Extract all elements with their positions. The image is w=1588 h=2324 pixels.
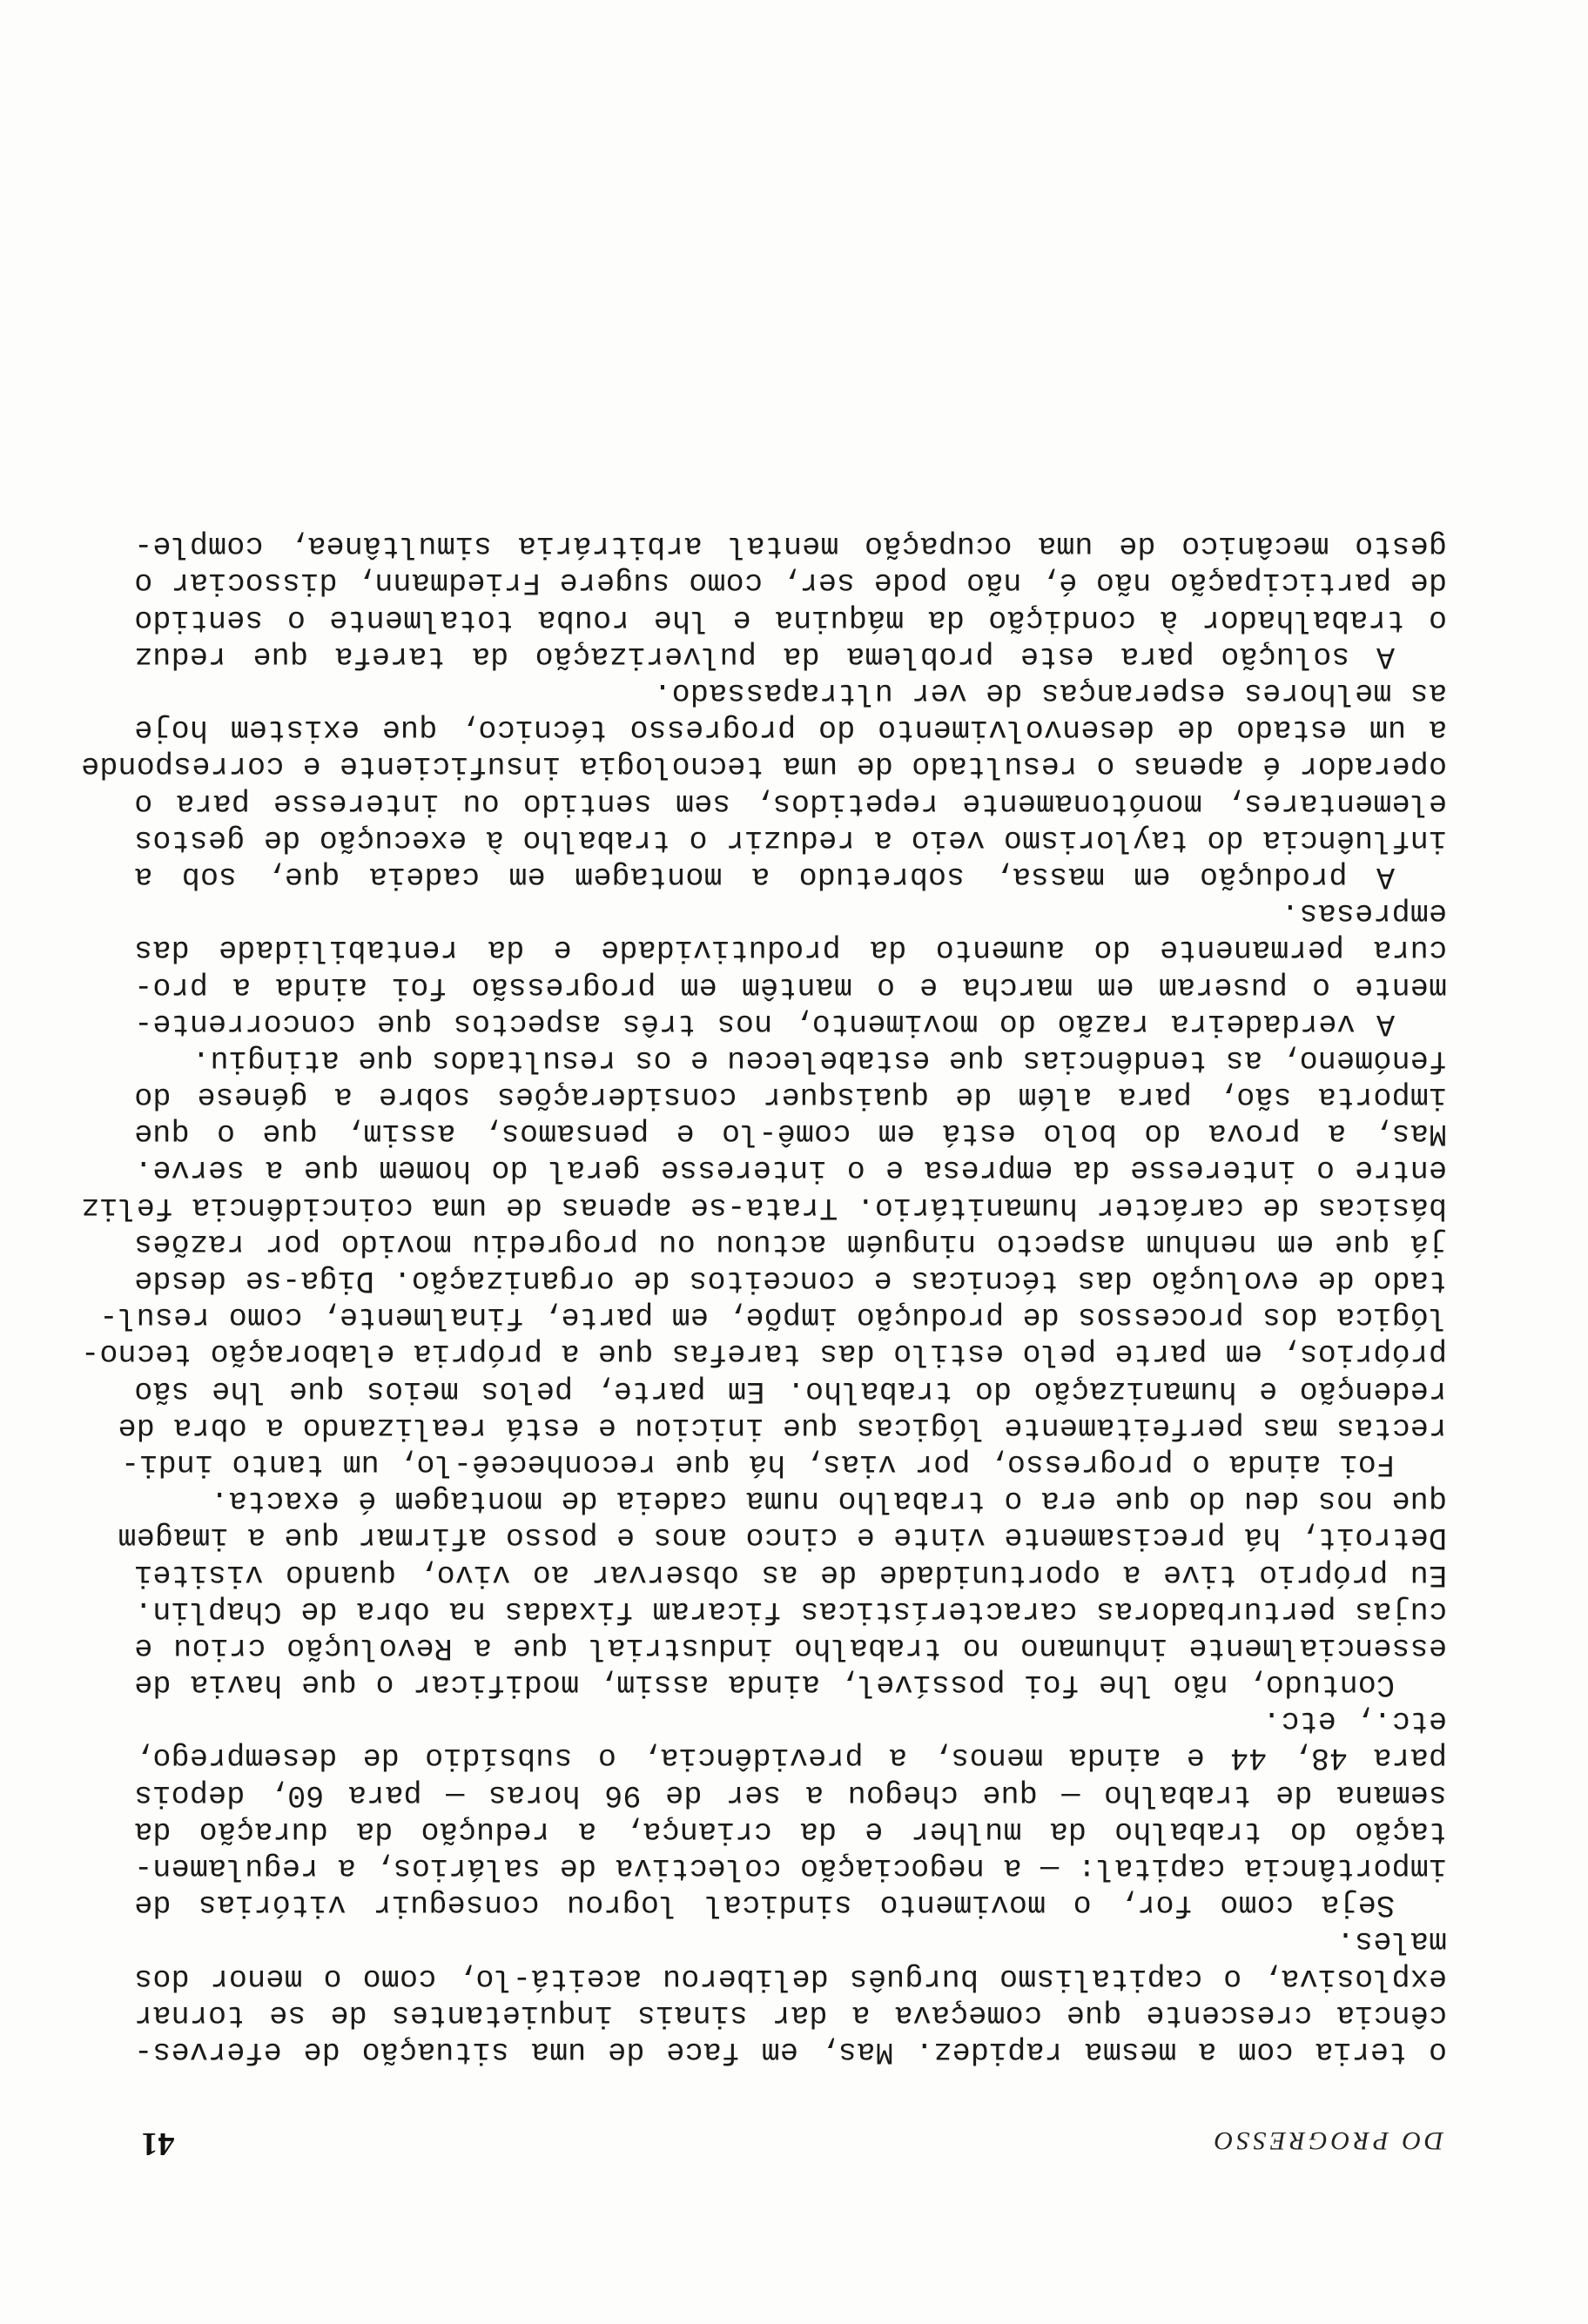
body-text [80, 527, 1447, 2070]
text-line: rectas mas perfeitamente lógicas que iniciou e está realizando a obra de [118, 1409, 1447, 1445]
text-line: cura permanente do aumento da produtividade e da rentabilidade das [134, 932, 1447, 968]
text-line: etc., etc. [1262, 1703, 1447, 1739]
page-header [134, 2113, 1447, 2162]
text-line: para 48, 44 e ainda menos, a previdência, o subsídio de desemprego, [134, 1740, 1447, 1776]
text-line: mente o puseram em marcha e o mantêm em progressão foi ainda a pro- [134, 969, 1447, 1004]
text-line: A solução para este problema da pulverização da tarefa que reduz [134, 638, 1395, 674]
text-line: elementares, monótonamente repetidos, sem sentido ou interesse para o [134, 785, 1447, 821]
text-line: cência crescente que começava a dar sinais inquietantes de se tornar [134, 1997, 1447, 2032]
text-line: influência do taylorismo veio a reduzir o trabalho à execução de gestos [134, 822, 1447, 857]
text-line: gesto mecânico de uma ocupação mental arbitrária simultânea, comple- [134, 528, 1447, 564]
text-line: cujas perturbadoras características ficaram fixadas na obra de Chaplin. [134, 1593, 1447, 1629]
text-line: Foi ainda o progresso, por vias, há que reconheceê-lo, um tanto indi- [120, 1447, 1395, 1481]
text-line: empresas. [1281, 896, 1447, 931]
page-number: 41 [141, 2126, 175, 2162]
running-title: DO PROGRESSO [1210, 2126, 1443, 2155]
text-line: essencialmente inhumano no trabalho industrial que a Revolução criou e [134, 1629, 1447, 1665]
text-line: males. [1336, 1924, 1447, 1959]
text-line: já que em nenhum aspecto ninguém actuou ou progrediu movido por razões [134, 1226, 1447, 1261]
text-line: o teria com a mesma rapidez. Mas, em face de uma situação de eferves- [134, 2034, 1447, 2069]
text-line: Mas, a prova do bolo está em comê-lo e pensamos, assim, que o que [134, 1116, 1447, 1152]
text-line: importância capital: — a negociação colectiva de salários, a regulamen- [134, 1850, 1447, 1886]
text-line: a um estado de desenvolvimento do progresso técnico, que existem hoje [134, 712, 1447, 748]
text-line: que nos deu do que era o trabalho numa cadeia de montagem é exacta. [210, 1483, 1447, 1519]
text-line: importa são, para além de quaisquer considerações sobre a génese do [134, 1079, 1447, 1115]
text-line: próprios, em parte pelo estilo das tarefas que a própria elaboração tecno- [80, 1336, 1447, 1372]
text-line: de participação não é, não pode ser, como sugere Friedmann, dissociar o [134, 565, 1447, 601]
text-line: fenómeno, as tendências que estabeleceu e os resultados que atingiu. [192, 1042, 1447, 1078]
text-line: Seja como for, o movimento sindical logrou conseguir vitórias de [134, 1887, 1395, 1923]
text-line: semana de trabalho — que chegou a ser de 96 horas — para 60, depois [134, 1777, 1447, 1812]
text-line: A produção em massa, sobretudo a montagem em cadeia que, sob a [134, 859, 1395, 894]
text-line: lógica dos processos de produção impõe, em parte, finalmente, como resul- [99, 1300, 1447, 1335]
text-line: o trabalhador à condição da máquina e lhe rouba totalmente o sentido [134, 601, 1447, 637]
text-line: operador é apenas o resultado de uma tecnologia insuficiente e corresponde [80, 749, 1447, 784]
text-line: Detroit, há precisamente vinte e cinco anos e posso afirmar que a imagem [118, 1520, 1447, 1555]
text-line: tação do trabalho da mulher e da criança, a redução da duração da [134, 1813, 1447, 1849]
page-text-block [80, 527, 1447, 2162]
text-line: explosiva, o capitalismo burguês deliberou aceitá-lo, como o menor dos [134, 1960, 1447, 1996]
text-line: entre o interesse da empresa e o interesse geral do homem que a serve. [134, 1152, 1447, 1188]
text-line: as melhores esperanças de ver ultrapassado. [653, 675, 1447, 711]
text-line: Eu próprio tive a oportunidade de as observar ao vivo, quando visitei [134, 1556, 1447, 1592]
text-line: básicas de carácter humanitário. Trata-se apenas de uma coincidência feliz [80, 1189, 1447, 1225]
text-line: A verdadeira razão do movimento, nos três aspectos que concorrente- [134, 1005, 1395, 1041]
text-line: Contudo, não lhe foi possível, ainda assim, modificar o que havia de [134, 1667, 1395, 1703]
text-line: tado de evolução das técnicas e conceitos de organização. Diga-se desde [134, 1263, 1447, 1299]
text-line: redenção e humanização do trabalho. Em parte, pelos meios que lhe são [134, 1373, 1447, 1408]
